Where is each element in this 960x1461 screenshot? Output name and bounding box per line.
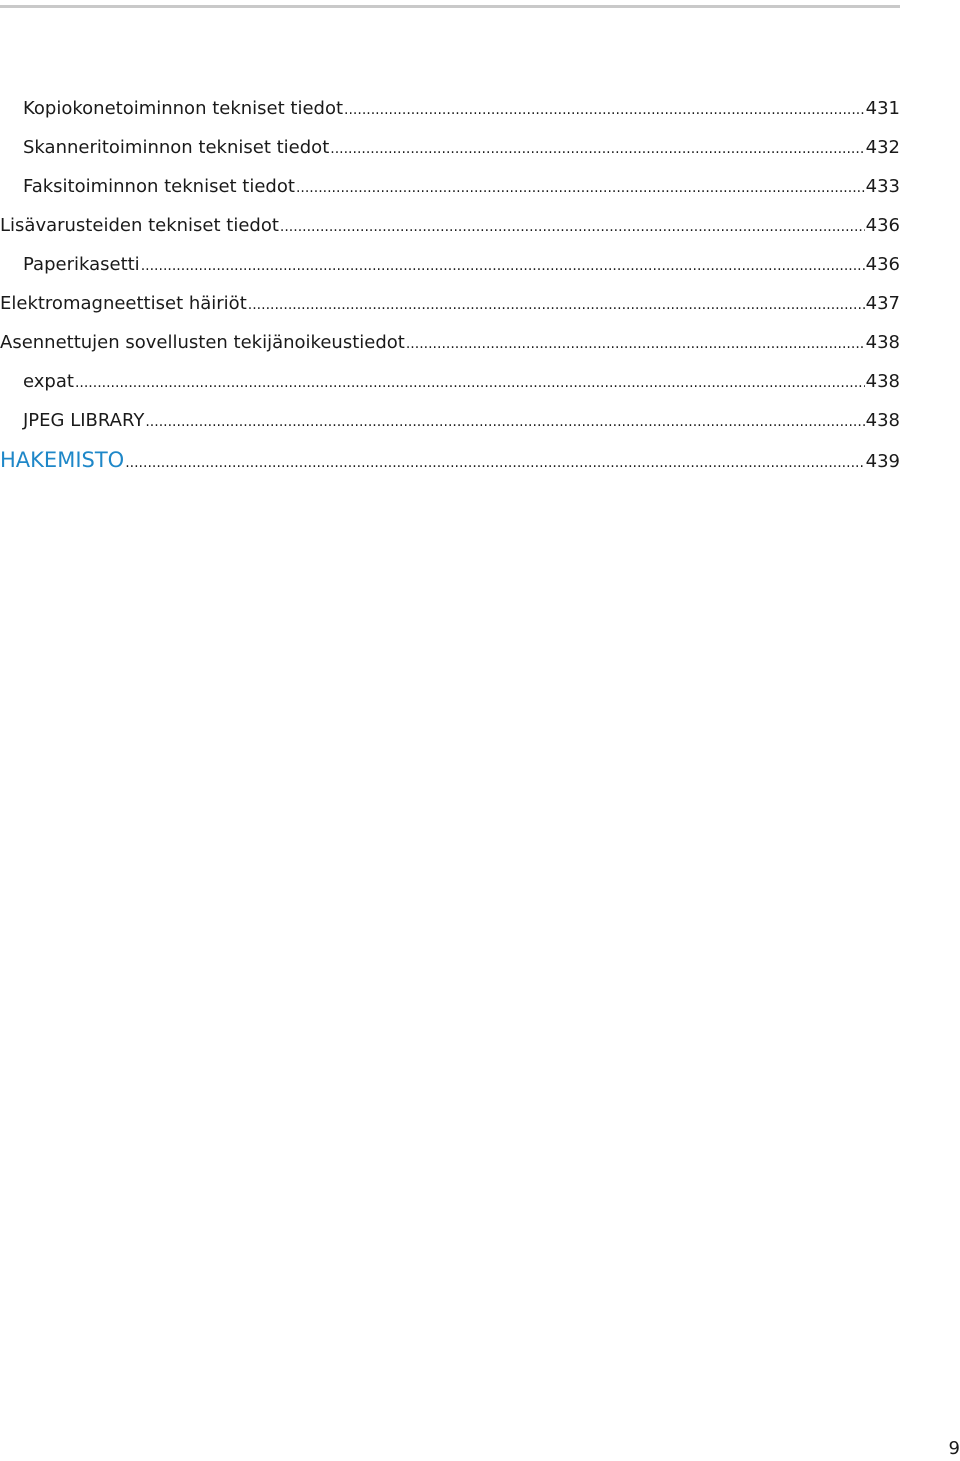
toc-entry-page: 436: [865, 215, 900, 236]
toc-entry-page: 437: [865, 293, 900, 314]
page-number: 9: [948, 1438, 960, 1459]
toc-entry-page: 438: [865, 410, 900, 431]
toc-entry-faksitoiminnon[interactable]: [0, 174, 900, 213]
toc-entry-lisavarusteiden[interactable]: [0, 213, 900, 252]
toc-entry-jpeg-library[interactable]: [0, 408, 900, 447]
toc-entry-label: Faksitoiminnon tekniset tiedot: [23, 176, 295, 197]
toc-entry-kopiokonetoiminnon[interactable]: [0, 96, 900, 135]
toc-entry-label: Kopiokonetoiminnon tekniset tiedot: [23, 98, 344, 119]
toc-entry-page: 438: [865, 332, 900, 353]
toc-entry-page: 436: [865, 254, 900, 275]
dot-leader: [75, 370, 865, 396]
toc-entry-label: Lisävarusteiden tekniset tiedot: [0, 215, 279, 236]
dot-leader: [141, 253, 865, 279]
dot-leader: [330, 136, 864, 162]
dot-leader: [296, 175, 865, 201]
toc-entry-label: Paperikasetti: [23, 254, 140, 275]
toc-entry-elektromagneettiset[interactable]: [0, 291, 900, 330]
toc-entry-label: Elektromagneettiset häiriöt: [0, 293, 247, 314]
toc-entry-page: 439: [865, 451, 900, 472]
toc-entry-hakemisto[interactable]: [0, 447, 900, 486]
toc-entry-label: HAKEMISTO: [0, 448, 125, 472]
top-rule: [0, 5, 900, 8]
dot-leader: [125, 450, 864, 476]
toc-entry-expat[interactable]: [0, 369, 900, 408]
toc-entry-page: 433: [865, 176, 900, 197]
table-of-contents: [0, 96, 900, 486]
toc-entry-label: Skanneritoiminnon tekniset tiedot: [23, 137, 330, 158]
toc-entry-asennettujen[interactable]: [0, 330, 900, 369]
toc-entry-page: 438: [865, 371, 900, 392]
dot-leader: [406, 331, 865, 357]
toc-entry-label: JPEG LIBRARY: [23, 410, 145, 431]
toc-entry-label: expat: [23, 371, 74, 392]
dot-leader: [280, 214, 865, 240]
toc-entry-paperikasetti[interactable]: [0, 252, 900, 291]
toc-entry-page: 432: [865, 137, 900, 158]
toc-entry-label: Asennettujen sovellusten tekijänoikeustiedot: [0, 332, 405, 353]
dot-leader: [145, 409, 864, 435]
dot-leader: [344, 97, 865, 123]
toc-entry-page: 431: [865, 98, 900, 119]
dot-leader: [248, 292, 865, 318]
toc-entry-skanneritoiminnon[interactable]: [0, 135, 900, 174]
